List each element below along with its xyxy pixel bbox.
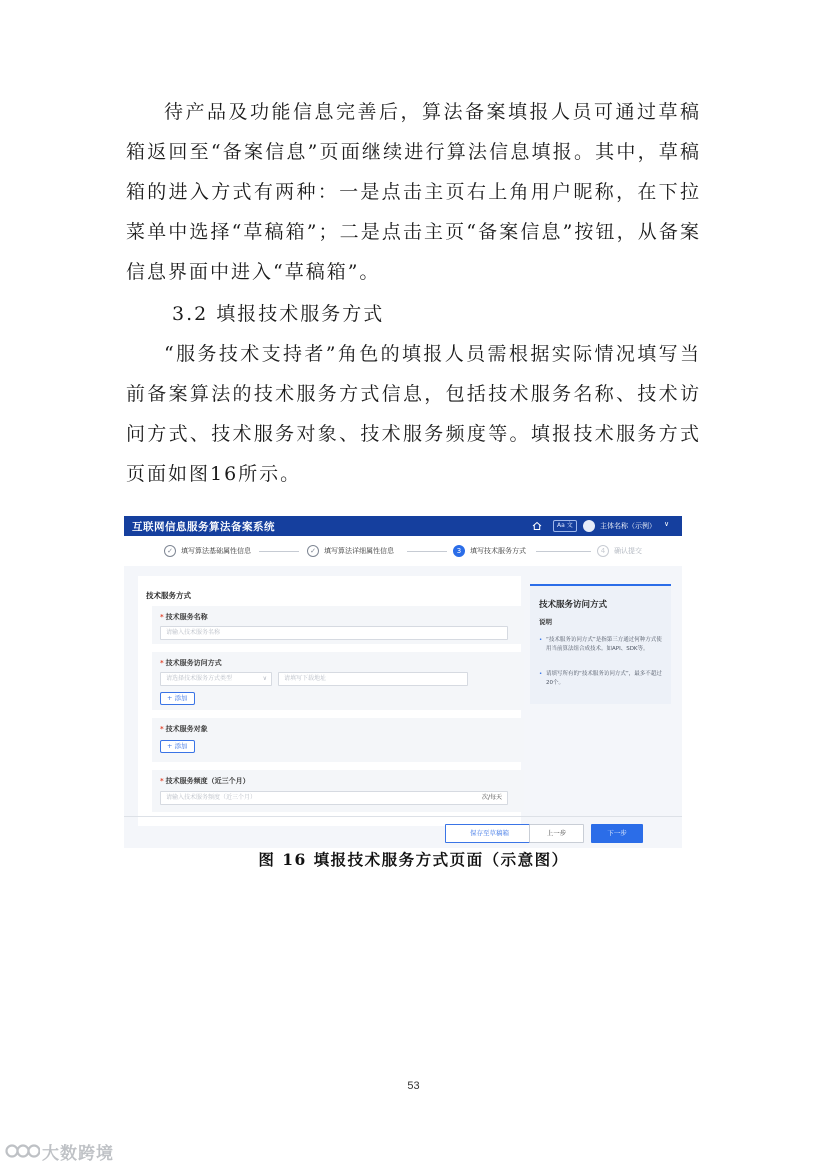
app-header (124, 516, 682, 536)
field-label: * 技术服务对象 (160, 725, 208, 733)
step-connector (407, 551, 447, 552)
step-connector (259, 551, 299, 552)
chevron-down-icon: ∨ (262, 675, 267, 682)
chevron-down-icon[interactable]: ∨ (664, 520, 670, 528)
add-access-button[interactable]: + 添加 (160, 692, 195, 705)
service-name-input[interactable]: 请输入技术服务名称 (160, 626, 508, 640)
field-label: * 技术服务名称 (160, 613, 208, 621)
avatar[interactable] (583, 520, 595, 532)
step-number: 4 (597, 545, 609, 557)
figure-caption: 图 16 填报技术服务方式页面（示意图） (258, 850, 569, 869)
app-title: 互联网信息服务算法备案系统 (132, 521, 275, 533)
help-item: • “技术服务访问方式”是指第三方通过何种方式使用当前算法组合成技术。如API、SDK等。 (539, 636, 665, 653)
form-title: 技术服务方式 (146, 591, 191, 600)
field-label: * 技术服务访问方式 (160, 659, 222, 667)
footer-divider (124, 816, 682, 817)
figure-screenshot (124, 516, 682, 848)
step-number: 3 (453, 545, 465, 557)
home-icon[interactable] (532, 521, 542, 531)
watermark-text: 大数跨境 (42, 1143, 114, 1164)
access-type-select[interactable]: 请选择技术服务方式类型 ∨ (160, 672, 272, 686)
step-label: 确认提交 (614, 547, 642, 555)
user-name[interactable]: 主体名称（示例） (600, 522, 656, 530)
field-label: * 技术服务频度（近三个月） (160, 777, 250, 785)
prev-step-button[interactable]: 上一步 (529, 824, 584, 843)
paragraph-tech-service: “服务技术支持者”角色的填报人员需根据实际情况填写当前备案算法的技术服务方式信息，包括技术服务名称、技术访问方式、技术服务对象、技术服务频度等。填报技术服务方式页面如图16所示。 (126, 343, 701, 485)
help-subtitle: 说明 (539, 618, 552, 626)
help-panel (530, 584, 671, 704)
check-icon: ✓ (164, 545, 176, 557)
access-url-input[interactable]: 请填写下载地址 (278, 672, 468, 686)
step-connector (536, 551, 591, 552)
check-icon: ✓ (307, 545, 319, 557)
next-step-button[interactable]: 下一步 (591, 824, 643, 843)
form-card (138, 576, 521, 826)
section-access-method (152, 652, 524, 710)
section-frequency (152, 770, 524, 812)
save-draft-button[interactable]: 保存至草稿箱 (445, 824, 534, 843)
step-label: 填写技术服务方式 (470, 547, 526, 555)
progress-steps (124, 536, 682, 566)
paragraph-draft-box: 待产品及功能信息完善后，算法备案填报人员可通过草稿箱返回至“备案信息”页面继续进行算法信息填报。其中，草稿箱的进入方式有两种：一是点击主页右上角用户昵称，在下拉菜单中选择“草稿箱”；二是点击主页“备案信息”按钮，从备案信息界面中进入“草稿箱”。 (126, 101, 701, 283)
section-heading: 3.2 填报技术服务方式 (172, 303, 385, 325)
section-service-name (152, 606, 524, 644)
watermark-logo-icon (4, 1139, 40, 1163)
step-label: 填写算法详细属性信息 (324, 547, 394, 555)
help-title: 技术服务访问方式 (539, 600, 608, 610)
add-object-button[interactable]: + 添加 (160, 740, 195, 753)
frequency-unit: 次/每天 (481, 794, 502, 801)
step-label: 填写算法基础属性信息 (181, 547, 251, 555)
language-toggle[interactable]: Aa 文 (553, 520, 577, 532)
page-number: 53 (407, 1080, 420, 1092)
section-service-object (152, 718, 524, 762)
frequency-input[interactable]: 请输入技术服务频度（近三个月） 次/每天 (160, 791, 508, 805)
help-item: • 请填写所有的“技术服务访问方式”，最多不超过20个。 (539, 670, 665, 687)
watermark (4, 1138, 114, 1164)
